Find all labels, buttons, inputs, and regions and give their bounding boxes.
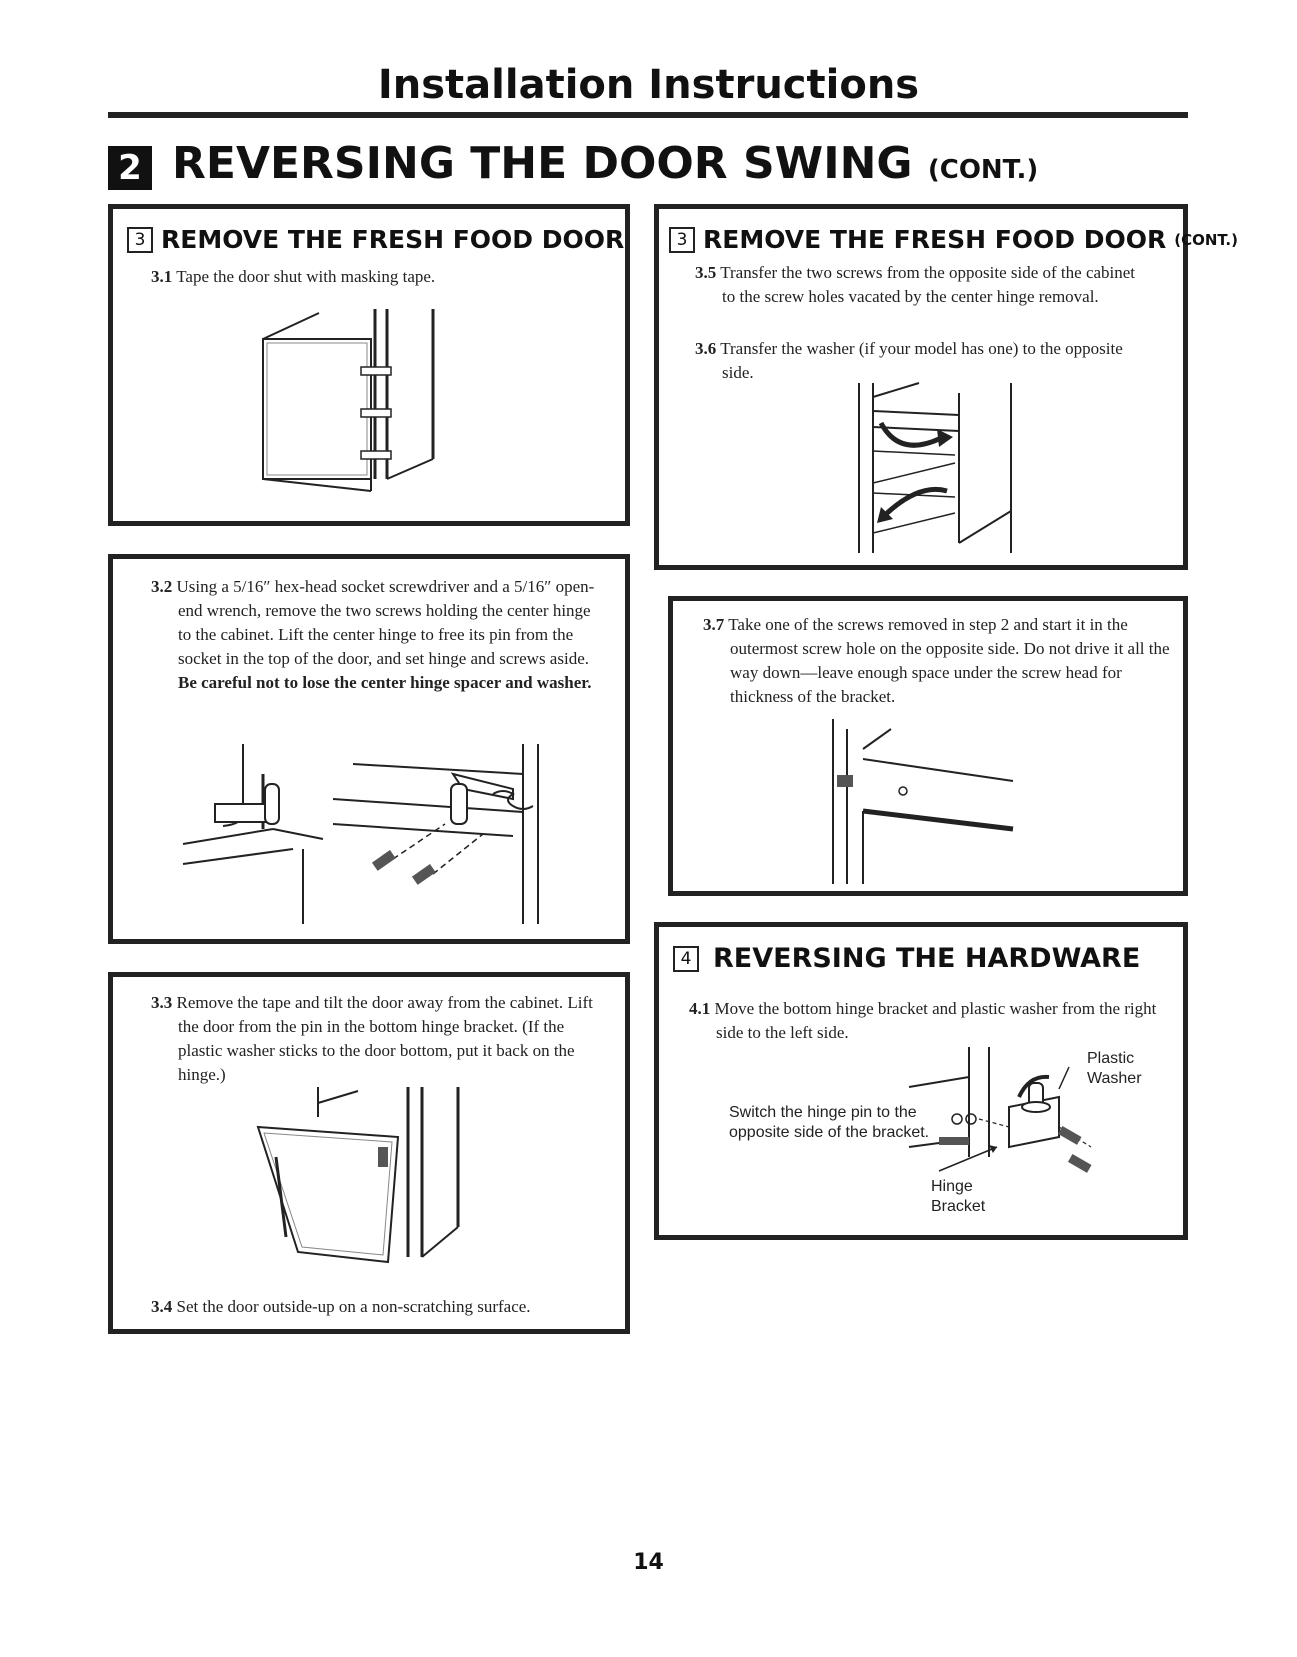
step-number: 3.4	[151, 1297, 173, 1316]
step-text: Transfer the two screws from the opposite side of the cabinet to the screw holes vacated by the center hinge removal.	[720, 263, 1136, 306]
section-title	[172, 138, 1038, 189]
panel-heading	[673, 943, 1140, 974]
step-number: 3.3	[151, 993, 173, 1012]
section-title-text: REVERSING THE DOOR SWING	[172, 138, 913, 189]
label-plastic-washer: Plastic Washer	[1087, 1050, 1142, 1087]
step-text: Using a 5/16″ hex-head socket screwdriver and a 5/16″ open-end wrench, remove the two screws holding the center hinge to the cabinet. Lift the center hinge to free its pin from the socket in the top of the door, and set hinge and screws aside.	[176, 577, 595, 668]
step-3-2	[151, 575, 601, 695]
center-hinge-removal-illustration	[183, 744, 573, 934]
panel-heading	[669, 225, 1238, 254]
step-number-box: 3	[669, 227, 695, 253]
step-text: Tape the door shut with masking tape.	[176, 267, 436, 286]
step-3-6	[695, 337, 1145, 385]
step-4-1	[689, 997, 1159, 1045]
step-warning-text: Be careful not to lose the center hinge spacer and washer.	[178, 673, 592, 692]
step-text: Transfer the washer (if your model has one) to the opposite side.	[720, 339, 1123, 382]
step-number: 3.1	[151, 267, 173, 286]
step-3-3	[151, 991, 601, 1087]
panel-remove-center-hinge	[108, 554, 630, 944]
step-text: Set the door outside-up on a non-scratching surface.	[176, 1297, 531, 1316]
taped-door-illustration	[263, 309, 463, 499]
step-3-4	[151, 1295, 611, 1319]
panel-start-screw	[668, 596, 1188, 896]
step-number: 3.7	[703, 615, 725, 634]
tilted-door-illustration	[258, 1087, 458, 1272]
panel-heading-cont: (CONT.)	[1174, 230, 1238, 249]
panel-heading-text: REMOVE THE FRESH FOOD DOOR	[703, 225, 1167, 254]
header-rule	[108, 112, 1188, 118]
step-text: Remove the tape and tilt the door away from the cabinet. Lift the door from the pin in the bottom hinge bracket. (If the plastic washer sticks to the door bottom, put it back on the hinge.)	[176, 993, 593, 1084]
panel-heading	[127, 225, 624, 254]
screw-transfer-illustration	[859, 383, 1039, 563]
section-title-cont: (CONT.)	[927, 155, 1039, 185]
section-number-badge: 2	[108, 146, 152, 190]
step-number: 3.5	[695, 263, 717, 282]
panel-transfer-screws	[654, 204, 1238, 570]
step-text: Move the bottom hinge bracket and plastic washer from the right side to the left side.	[714, 999, 1157, 1042]
panel-heading-text: REVERSING THE HARDWARE	[713, 943, 1141, 974]
hinge-bracket-illustration	[909, 1047, 1109, 1187]
step-3-7	[703, 613, 1173, 709]
step-3-1	[151, 265, 611, 289]
step-number: 3.2	[151, 577, 173, 596]
page-header-title: Installation Instructions	[377, 62, 920, 108]
step-number: 3.6	[695, 339, 717, 358]
label-switch-hinge-pin: Switch the hinge pin to the opposite side of the bracket.	[729, 1104, 930, 1141]
step-number: 4.1	[689, 999, 711, 1018]
step-number-box: 3	[127, 227, 153, 253]
panel-reversing-hardware	[654, 922, 1188, 1240]
page-number: 14	[633, 1550, 664, 1575]
step-number-box: 4	[673, 946, 699, 972]
step-text: Take one of the screws removed in step 2 and start it in the outermost screw hole on the opposite side. Do not drive it all the way down—leave enough space under the screw head for thickness of the bracket.	[728, 615, 1170, 706]
panel-heading-text: REMOVE THE FRESH FOOD DOOR	[161, 225, 625, 254]
label-hinge-bracket: Hinge Bracket	[931, 1178, 986, 1215]
screw-start-illustration	[833, 719, 1033, 889]
step-3-5	[695, 261, 1145, 309]
panel-remove-door-step-3-1	[108, 204, 630, 526]
panel-lift-door	[108, 972, 630, 1334]
